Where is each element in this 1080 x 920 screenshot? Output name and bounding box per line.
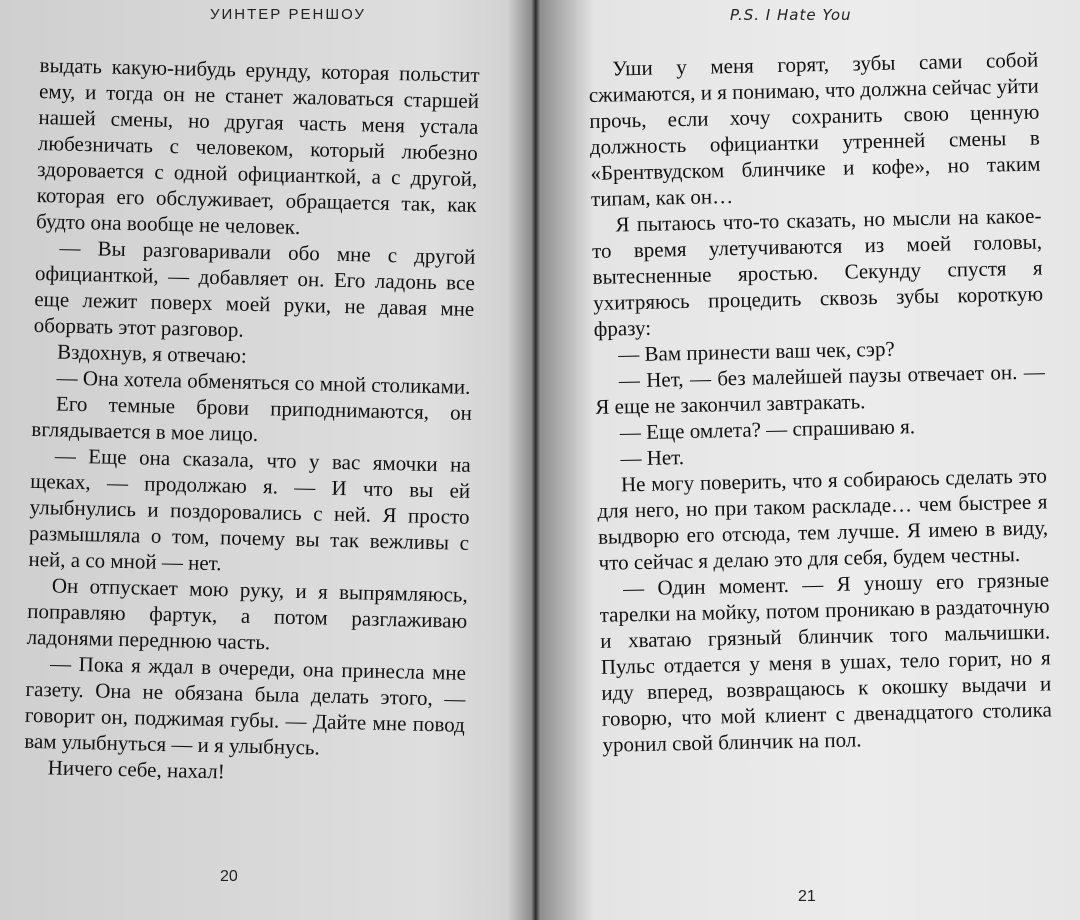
paragraph: — Один момент. — Я уношу его грязные тарелки на мойку, потом проникаю в раздаточную и хватаю грязный блинчик того мальчишки. Пульс отдается у меня в ушах, тело горит, но я иду вперед, возвращаюсь к окошку выдачи и говорю, что мой клиент с двенадцатого столика уронил свой блинчик на пол. — [599, 567, 1053, 757]
paragraph: Я пытаюсь что-то сказать, но мысли на какое-то время улетучиваются из моей головы, вытесненные яростью. Секунду спустя я ухитряюсь процедить сквозь зубы короткую фразу: — [591, 203, 1044, 341]
paragraph: — Пока я ждал в очереди, она принесла мне газету. Она не обязана была делать этого, — говорит он, поджимая губы. — Дайте мне повод вам улыбнуться — и я улыбнусь. — [24, 651, 467, 760]
paragraph: — Она хотела обменяться со мной столиками. — [56, 365, 471, 399]
page-number-right: 21 — [798, 888, 816, 905]
left-page — [0, 0, 530, 920]
paragraph: Уши у меня горят, зубы сами собой сжимаются, и я понимаю, что должна сейчас уйти прочь, если хочу сохранить свою ценную должность официантки утренней смены в «Брентвудском блинчике и кофе», но таким типам, как он… — [588, 47, 1041, 211]
right-page-text — [588, 47, 1053, 758]
right-page — [540, 0, 1080, 920]
paragraph: Вздохнув, я отвечаю: — [56, 339, 247, 368]
paragraph: — Еще омлета? — спрашиваю я. — [619, 414, 916, 445]
paragraph: Ничего себе, нахал! — [47, 755, 226, 784]
paragraph: — Вы разговаривали обо мне с другой официанткой, — добавляет он. Его ладонь все еще лежит поверх моей руки, не давая мне оборвать этот разговор. — [33, 235, 476, 342]
paragraph: — Нет. — [620, 445, 685, 471]
running-head-title: P.S. I Hate You — [730, 6, 852, 24]
paragraph: — Нет, — без малейшей паузы отвечает он. — Я еще не закончил завтракать. — [595, 359, 1045, 419]
paragraph: — Вам принести ваш чек, сэр? — [618, 336, 895, 367]
paragraph: — Еще она сказала, что у вас ямочки на щеках, — продолжаю я. — И что вы ей улыбнулись и поздоровались с ней. Я просто размышляла о том, почему вы так вежливы с ней, а со мной — нет. — [28, 443, 472, 576]
paragraph: Его темные брови приподнимаются, он вглядывается в мое лицо. — [31, 391, 473, 447]
paragraph: выдать какую-нибудь ерунду, которая польстит ему, и тогда он не станет жаловаться старшей нашей смены, но другая часть меня устала любезничать с человеком, который любезно здоровается с одной официанткой, а с другой, которая его обслуживает, обращается так, как будто она вообще не человек. — [35, 52, 480, 239]
page-number-left: 20 — [220, 868, 238, 885]
running-head-author: УИНТЕР РЕНШОУ — [210, 6, 366, 23]
paragraph: Не могу поверить, что я собираюсь сделать это для него, но при таком раскладе… чем быстрее я выдворю его отсюда, тем лучше. Я имею в виду, что сейчас я делаю это для себя, будем честны. — [597, 463, 1049, 575]
paragraph: Он отпускает мою руку, и я выпрямляюсь, поправляю фартук, а потом разглаживаю ладонями переднюю часть. — [26, 573, 469, 655]
left-page-text — [23, 52, 479, 790]
